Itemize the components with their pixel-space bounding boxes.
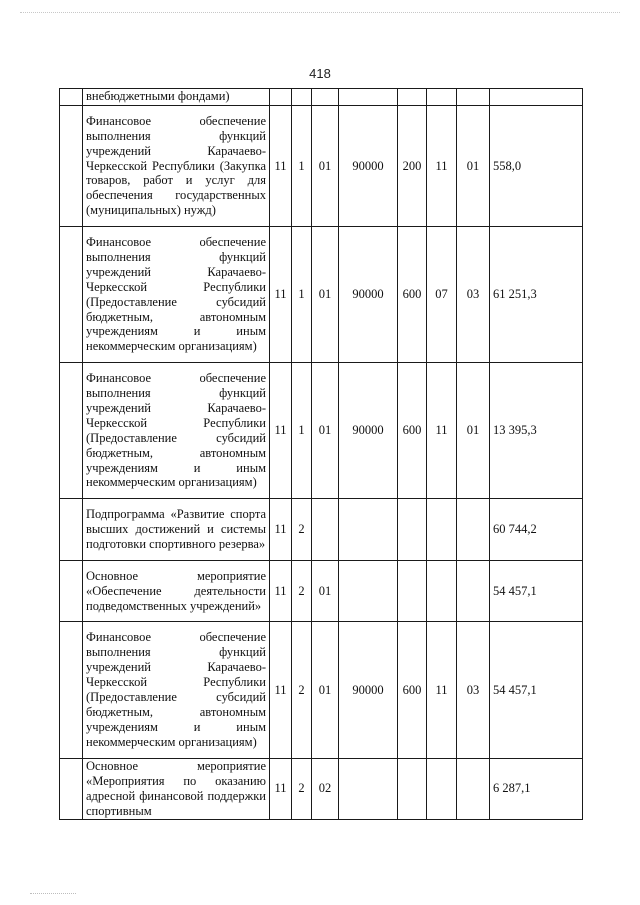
expense-type-code-cell [398,560,427,622]
section-code-cell: 11 [270,227,292,363]
subsection-subcode-cell: 03 [457,622,490,758]
section-code-cell: 11 [270,758,292,820]
table-row [60,363,583,499]
row-name-cell [83,560,270,622]
row-name: Финансовое обеспечение выполнения функций учреждений Карачаево-Черкесской Республики (Предоставление субсидий бюджетным, автономным учреждениям и иным некоммерческим организациям) [86,630,266,749]
program-code-cell [312,499,339,561]
row-name: Финансовое обеспечение выполнения функций учреждений Карачаево-Черкесской Республики (Предоставление субсидий бюджетным, автономным учреждениям и иным некоммерческим организациям) [86,371,266,490]
subsection-subcode-cell: 03 [457,227,490,363]
expense-type-code-cell: 600 [398,363,427,499]
row-name-cell [83,499,270,561]
section-subcode-cell: 07 [427,227,457,363]
subsection-subcode-cell: 01 [457,363,490,499]
amount-cell [490,89,583,106]
subsection-subcode-cell [457,560,490,622]
subsection-code-cell: 2 [292,499,312,561]
program-code-cell: 02 [312,758,339,820]
row-name: Финансовое обеспечение выполнения функций учреждений Карачаево-Черкесской Республики (Предоставление субсидий бюджетным, автономным учреждениям и иным некоммерческим организациям) [86,235,266,354]
table-row [60,499,583,561]
expense-type-code-cell [398,758,427,820]
page-number: 418 [309,66,331,81]
subsection-subcode-cell [457,499,490,561]
expense-type-code-cell [398,499,427,561]
program-code-cell: 01 [312,363,339,499]
amount-cell: 13 395,3 [490,363,583,499]
budget-table-body [60,89,583,820]
section-code-cell [270,89,292,106]
subsection-code-cell [292,89,312,106]
target-code-cell [339,560,398,622]
expense-type-code-cell [398,89,427,106]
row-name: Основное мероприятие «Обеспечение деятельности подведомственных учреждений» [86,568,266,613]
table-row [60,560,583,622]
table-row [60,622,583,758]
section-subcode-cell: 11 [427,105,457,226]
section-subcode-cell [427,758,457,820]
scan-artifact-top [20,12,620,13]
section-subcode-cell: 11 [427,622,457,758]
budget-table [59,88,583,820]
row-index-cell [60,758,83,820]
target-code-cell [339,89,398,106]
amount-cell: 54 457,1 [490,560,583,622]
row-name: Финансовое обеспечение выполнения функций учреждений Карачаево-Черкесской Республики (Закупка товаров, работ и услуг для обеспечения государственных (муниципальных) нужд) [86,113,266,218]
subsection-code-cell: 1 [292,227,312,363]
row-index-cell [60,89,83,106]
section-subcode-cell [427,560,457,622]
subsection-code-cell: 2 [292,560,312,622]
section-subcode-cell [427,499,457,561]
scan-artifact-bottom [30,893,76,894]
table-row [60,758,583,820]
target-code-cell [339,499,398,561]
section-code-cell: 11 [270,105,292,226]
subsection-code-cell: 2 [292,758,312,820]
amount-cell: 61 251,3 [490,227,583,363]
subsection-subcode-cell: 01 [457,105,490,226]
row-name-cell [83,227,270,363]
row-name: внебюджетными фондами) [86,89,230,104]
program-code-cell: 01 [312,227,339,363]
row-name-cell [83,622,270,758]
amount-cell: 6 287,1 [490,758,583,820]
expense-type-code-cell: 600 [398,227,427,363]
row-name-cell [83,363,270,499]
section-subcode-cell [427,89,457,106]
row-index-cell [60,560,83,622]
target-code-cell [339,758,398,820]
subsection-code-cell: 1 [292,363,312,499]
row-index-cell [60,227,83,363]
subsection-code-cell: 2 [292,622,312,758]
row-name: Подпрограмма «Развитие спорта высших достижений и системы подготовки спортивного резерва» [86,507,266,552]
subsection-subcode-cell [457,758,490,820]
amount-cell: 558,0 [490,105,583,226]
subsection-subcode-cell [457,89,490,106]
subsection-code-cell: 1 [292,105,312,226]
row-index-cell [60,622,83,758]
table-row [60,89,583,106]
row-index-cell [60,499,83,561]
row-name: Основное мероприятие «Мероприятия по оказанию адресной финансовой поддержки спортивным [86,759,266,818]
row-name-cell [83,758,270,820]
row-name-cell [83,89,270,106]
table-row [60,105,583,226]
amount-cell: 60 744,2 [490,499,583,561]
section-code-cell: 11 [270,622,292,758]
program-code-cell: 01 [312,622,339,758]
program-code-cell: 01 [312,560,339,622]
target-code-cell: 90000 [339,227,398,363]
target-code-cell: 90000 [339,105,398,226]
table-row [60,227,583,363]
section-code-cell: 11 [270,499,292,561]
section-subcode-cell: 11 [427,363,457,499]
expense-type-code-cell: 600 [398,622,427,758]
program-code-cell [312,89,339,106]
row-index-cell [60,363,83,499]
row-index-cell [60,105,83,226]
target-code-cell: 90000 [339,622,398,758]
section-code-cell: 11 [270,363,292,499]
target-code-cell: 90000 [339,363,398,499]
expense-type-code-cell: 200 [398,105,427,226]
program-code-cell: 01 [312,105,339,226]
section-code-cell: 11 [270,560,292,622]
row-name-cell [83,105,270,226]
amount-cell: 54 457,1 [490,622,583,758]
